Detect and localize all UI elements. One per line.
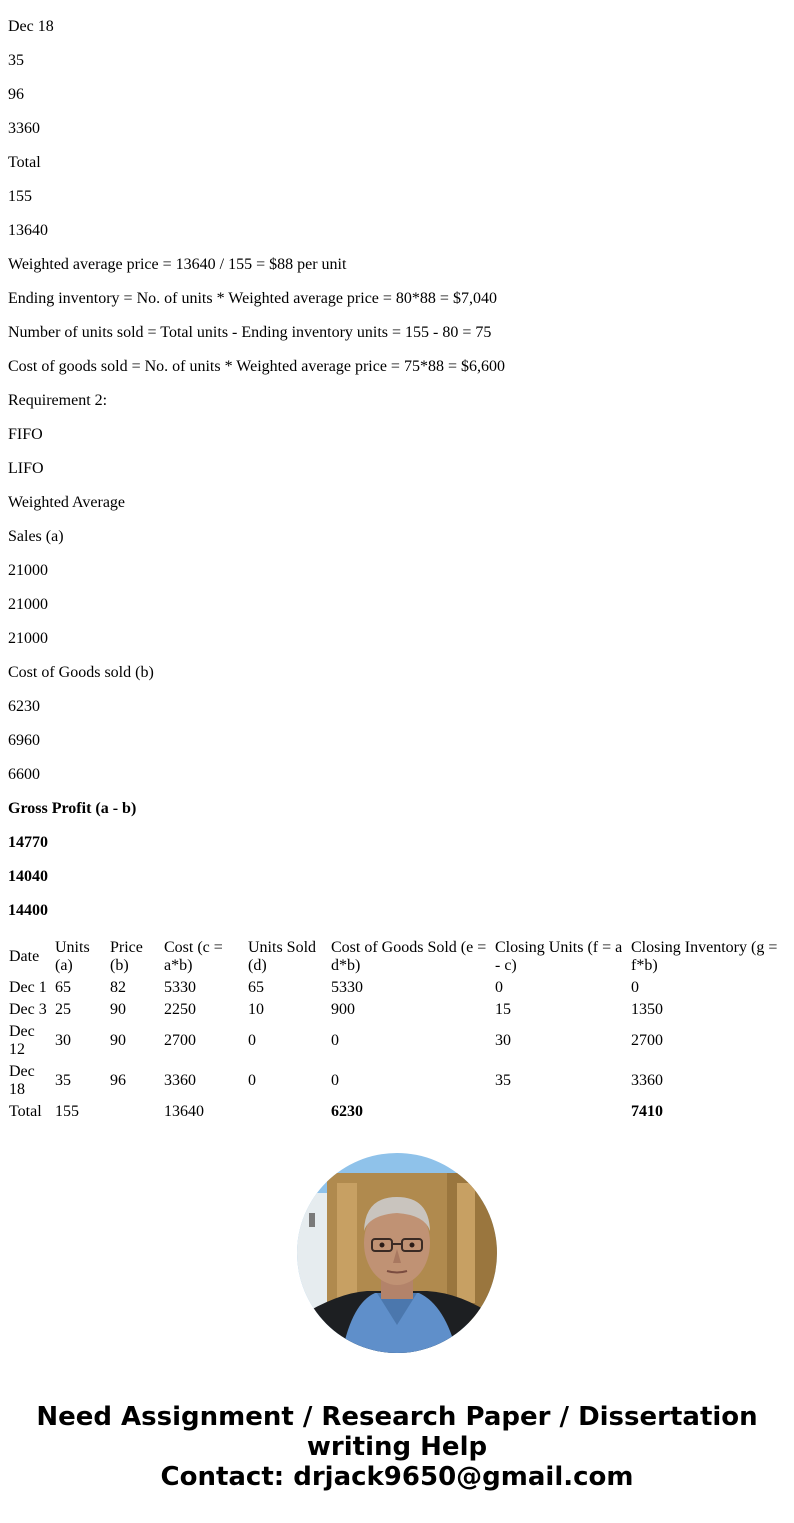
table-cell: Dec 18 — [9, 1063, 35, 1098]
document-paragraph: Sales (a) — [8, 528, 64, 545]
table-cell: Dec 12 — [9, 1023, 35, 1058]
table-row — [8, 1022, 784, 1060]
document-paragraph: 35 — [8, 52, 24, 69]
document-paragraph: 14770 — [8, 834, 48, 851]
table-cell: 35 — [55, 1072, 71, 1089]
table-row — [8, 1102, 784, 1122]
document-paragraph: FIFO — [8, 426, 43, 443]
fifo-inventory-table — [6, 936, 786, 1124]
table-cell: 3360 — [164, 1072, 196, 1089]
table-cell: 30 — [495, 1032, 511, 1049]
table-cell — [109, 1102, 161, 1122]
table-cell: 65 — [248, 979, 264, 996]
table-cell: 25 — [55, 1001, 71, 1018]
table-cell: 15 — [495, 1001, 511, 1018]
table-cell: 900 — [331, 1001, 355, 1018]
author-avatar — [297, 1153, 497, 1353]
document-paragraph: Number of units sold = Total units - Ending inventory units = 155 - 80 = 75 — [8, 324, 492, 341]
document-paragraph: 96 — [8, 86, 24, 103]
document-paragraph: LIFO — [8, 460, 44, 477]
table-cell: 155 — [55, 1103, 79, 1120]
table-cell: 5330 — [331, 979, 363, 996]
footer-line-2: writing Help — [306, 1432, 488, 1462]
table-cell: Total — [9, 1103, 42, 1120]
document-paragraph: 14400 — [8, 902, 48, 919]
document-paragraph: Weighted Average — [8, 494, 126, 511]
table-cell: 2700 — [164, 1032, 196, 1049]
table-cell: 82 — [110, 979, 126, 996]
table-cell: 0 — [331, 1072, 339, 1089]
document-body — [8, 0, 786, 1124]
table-cell: 30 — [55, 1032, 71, 1049]
table-cell: 3360 — [631, 1072, 663, 1089]
document-paragraph: 6600 — [8, 766, 40, 783]
table-cell: 10 — [248, 1001, 264, 1018]
document-paragraph — [8, 0, 786, 2]
document-paragraph: Ending inventory = No. of units * Weighted average price = 80*88 = $7,040 — [8, 290, 497, 307]
table-cell: 7410 — [631, 1103, 663, 1120]
table-cell: 13640 — [164, 1103, 204, 1120]
table-cell: 1350 — [631, 1001, 663, 1018]
document-paragraph: 21000 — [8, 630, 48, 647]
author-portrait-image — [297, 1153, 497, 1353]
table-cell: 0 — [248, 1072, 256, 1089]
contact-footer — [0, 1402, 794, 1492]
table-header-cell: Price (b) — [110, 939, 143, 974]
table-cell: 0 — [631, 979, 639, 996]
document-paragraph: 13640 — [8, 222, 48, 239]
document-paragraph: Requirement 2: — [8, 392, 108, 409]
fifo-table-body — [8, 938, 784, 1122]
table-cell: 2700 — [631, 1032, 663, 1049]
table-cell: 90 — [110, 1032, 126, 1049]
table-header-cell: Cost of Goods Sold (e = d*b) — [331, 939, 487, 974]
table-header-cell: Closing Inventory (g = f*b) — [631, 939, 778, 974]
table-cell: 6230 — [331, 1103, 363, 1120]
document-paragraph: 155 — [8, 188, 32, 205]
document-paragraph: Gross Profit (a - b) — [8, 800, 137, 817]
table-row — [8, 1062, 784, 1100]
document-paragraph: 3360 — [8, 120, 40, 137]
table-cell: 0 — [331, 1032, 339, 1049]
document-paragraph: Total — [8, 154, 41, 171]
table-cell: 65 — [55, 979, 71, 996]
paragraph-list — [8, 0, 786, 920]
document-paragraph: Cost of Goods sold (b) — [8, 664, 154, 681]
table-cell: 90 — [110, 1001, 126, 1018]
table-cell: 0 — [248, 1032, 256, 1049]
table-header-cell: Closing Units (f = a - c) — [495, 939, 623, 974]
document-paragraph: 6960 — [8, 732, 40, 749]
table-header-cell: Cost (c = a*b) — [164, 939, 223, 974]
document-paragraph: Weighted average price = 13640 / 155 = $88 per unit — [8, 256, 347, 273]
table-row — [8, 1000, 784, 1020]
document-paragraph: 14040 — [8, 868, 48, 885]
table-cell — [247, 1102, 328, 1122]
document-paragraph: 21000 — [8, 562, 48, 579]
document-paragraph: Dec 18 — [8, 18, 54, 35]
table-row — [8, 978, 784, 998]
table-cell: 35 — [495, 1072, 511, 1089]
document-paragraph: 21000 — [8, 596, 48, 613]
table-header-row — [8, 938, 784, 976]
table-cell: Dec 1 — [9, 979, 47, 996]
table-cell — [494, 1102, 628, 1122]
document-paragraph: Cost of goods sold = No. of units * Weighted average price = 75*88 = $6,600 — [8, 358, 505, 375]
table-header-cell: Units Sold (d) — [248, 939, 317, 974]
table-cell: 0 — [495, 979, 503, 996]
table-cell: 2250 — [164, 1001, 196, 1018]
table-cell: 96 — [110, 1072, 126, 1089]
table-header-cell: Date — [9, 948, 40, 965]
table-cell: Dec 3 — [9, 1001, 47, 1018]
footer-contact-line: Contact: drjack9650@gmail.com — [160, 1462, 634, 1492]
table-cell: 5330 — [164, 979, 196, 996]
document-paragraph: 6230 — [8, 698, 40, 715]
footer-line-1: Need Assignment / Research Paper / Dissertation — [36, 1402, 758, 1432]
table-header-cell: Units (a) — [55, 939, 90, 974]
